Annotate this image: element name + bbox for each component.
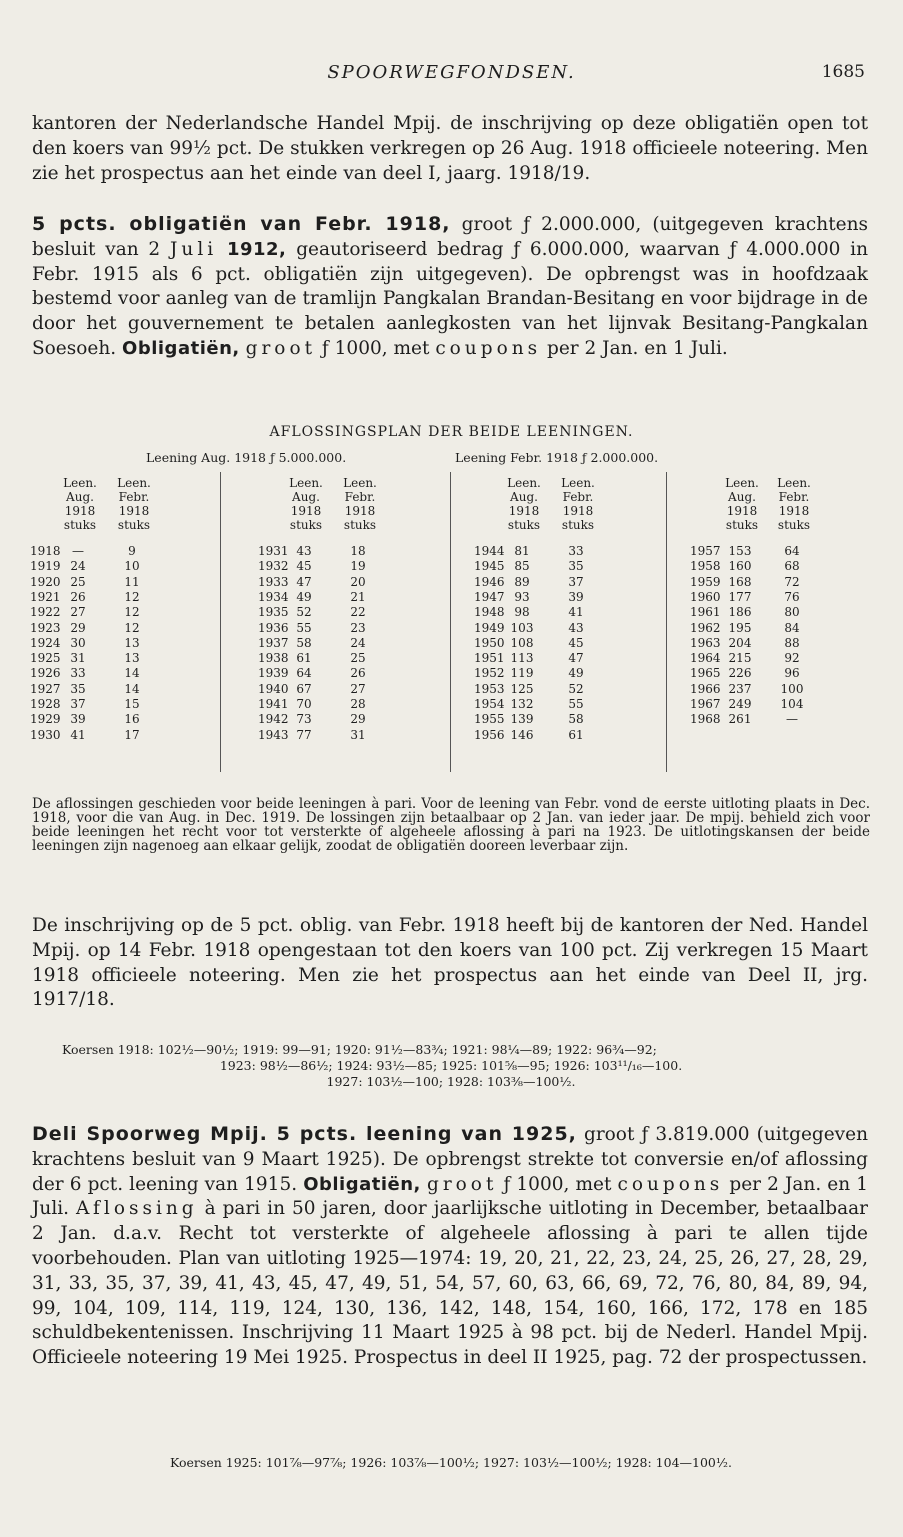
table-cell-year: 1948 — [474, 605, 505, 620]
table-cell-value: 168 — [728, 574, 752, 589]
koersen-1918-1928 — [32, 1042, 870, 1090]
text-span: ƒ 1000, met — [503, 1173, 612, 1195]
table-cell-value: 58 — [296, 635, 312, 650]
column-header-line: Febr. — [562, 490, 594, 504]
table-cell-value: 160 — [728, 559, 752, 574]
table-cell-value: 11 — [124, 574, 140, 589]
table-cell-value: 43 — [296, 544, 312, 558]
table-cell-year: 1925 — [30, 651, 61, 666]
table-cell-value: 20 — [350, 574, 366, 589]
table-cell-year: 1935 — [258, 605, 289, 620]
table-cell-year: 1936 — [258, 620, 289, 635]
table-cell-value: 47 — [296, 574, 312, 589]
running-title: SPOORWEGFONDSEN. — [327, 62, 576, 83]
table-cell-value: 39 — [568, 589, 584, 604]
text-span: geautoriseerd bedrag ƒ 6.000.000, waarvan ƒ 4.000.000 in Febr. 1915 als 6 pct. obligatiën zijn uitgegeven). De opbrengst was in hoofdzaak bestemd voor aanleg van de tramlijn Pangkalan Brandan-Besitang en voor bijdrage in de door het gouvernement te betalen aanlegkosten van het lijnvak Besitang-Pangkalan Soesoeh. — [32, 238, 868, 359]
table-cell-value: 9 — [128, 544, 136, 558]
table-cell-value: 67 — [296, 681, 312, 696]
table-cell-value: 30 — [70, 635, 86, 650]
table-cell-value: 10 — [124, 559, 140, 574]
table-cell-value: 13 — [124, 651, 140, 666]
table-cell-value: 237 — [728, 681, 752, 696]
table-cell-value: 96 — [784, 666, 800, 681]
table-cell-value: 139 — [510, 712, 534, 727]
table-cell-year: 1921 — [30, 589, 61, 604]
table-row — [30, 697, 870, 712]
table-cell-year: 1945 — [474, 559, 505, 574]
table-cell-value: 64 — [296, 666, 312, 681]
table-cell-value: 81 — [514, 544, 530, 558]
table-title: AFLOSSINGSPLAN DER BEIDE LEENINGEN. — [269, 424, 634, 440]
table-cell-value: 14 — [124, 666, 140, 681]
table-row — [30, 728, 870, 743]
table-cell-value: 12 — [124, 589, 140, 604]
table-cell-year: 1943 — [258, 727, 289, 742]
table-cell-year: 1960 — [690, 589, 721, 604]
table-cell-value: 195 — [728, 620, 752, 635]
table-cell-value: 55 — [568, 697, 584, 711]
table-cell-year: 1941 — [258, 697, 289, 711]
column-header-line: Aug. — [728, 490, 756, 504]
table-cell-value: 28 — [350, 697, 366, 711]
table-cell-value: 125 — [510, 681, 534, 696]
table-cell-value: 33 — [568, 544, 584, 558]
table-cell-year: 1957 — [690, 544, 721, 558]
table-cell-value: — — [72, 544, 84, 558]
table-cell-value: 61 — [568, 727, 584, 742]
spaced-text: groot — [245, 337, 317, 359]
table-cell-value: 261 — [728, 712, 752, 727]
table-cell-value: 92 — [784, 651, 800, 666]
table-cell-value: 45 — [568, 635, 584, 650]
table-cell-value: 88 — [784, 635, 800, 650]
table-cell-value: 37 — [568, 574, 584, 589]
table-cell-value: 47 — [568, 651, 584, 666]
text-span: per 2 Jan. en 1 Juli. — [32, 1173, 868, 1220]
table-cell-value: 22 — [350, 605, 366, 620]
table-cell-year: 1968 — [690, 712, 721, 727]
column-header-line: Leen. — [725, 476, 759, 490]
text-span: ƒ 1000, met — [321, 337, 430, 359]
table-cell-year: 1951 — [474, 651, 505, 666]
table-cell-value: 49 — [296, 589, 312, 604]
column-header-line: Febr. — [344, 490, 376, 504]
spaced-text: groot — [426, 1173, 498, 1195]
table-cell-value: 215 — [728, 651, 752, 666]
table-row — [30, 544, 870, 559]
column-header — [338, 476, 382, 532]
table-row — [30, 559, 870, 574]
bold-year: 1912, — [226, 238, 287, 260]
table-cell-value: 26 — [350, 666, 366, 681]
column-header-line: stuks — [507, 518, 541, 532]
table-cell-year: 1918 — [30, 544, 61, 558]
column-header-line: Febr. — [778, 490, 810, 504]
column-header-line: stuks — [777, 518, 811, 532]
table-row — [30, 590, 870, 605]
column-header-line: stuks — [343, 518, 377, 532]
paragraph-intro: kantoren der Nederlandsche Handel Mpij. de inschrijving op deze obligatiën open tot den koers van 99½ pct. De stukken verkregen op 26 Aug. 1918 officieele noteering. Men zie het prospectus aan het einde van deel I, jaarg. 1918/19. — [32, 113, 868, 184]
table-cell-year: 1953 — [474, 681, 505, 696]
table-cell-value: 49 — [568, 666, 584, 681]
column-header-line: stuks — [289, 518, 323, 532]
column-header-line: Aug. — [292, 490, 320, 504]
table-row — [30, 666, 870, 681]
table-cell-year: 1938 — [258, 651, 289, 666]
column-header-line: 1918 — [726, 504, 758, 518]
spaced-text: coupons — [617, 1173, 724, 1195]
table-cell-value: 16 — [124, 712, 140, 727]
column-header-line: 1918 — [290, 504, 322, 518]
table-cell-value: 18 — [350, 544, 366, 558]
table-cell-year: 1954 — [474, 697, 505, 711]
column-header-line: Leen. — [561, 476, 595, 490]
table-cell-value: 12 — [124, 620, 140, 635]
column-header-line: stuks — [561, 518, 595, 532]
column-header-line: Leen. — [117, 476, 151, 490]
table-cell-value: 55 — [296, 620, 312, 635]
table-cell-value: 226 — [728, 666, 752, 681]
table-cell-year: 1942 — [258, 712, 289, 727]
table-cell-value: 146 — [510, 727, 534, 742]
table-cell-year: 1949 — [474, 620, 505, 635]
table-cell-value: 73 — [296, 712, 312, 727]
table-cell-value: 43 — [568, 620, 584, 635]
table-row — [30, 621, 870, 636]
column-header-line: Leen. — [289, 476, 323, 490]
table-cell-year: 1934 — [258, 589, 289, 604]
paragraph-5pct-feb-1918 — [32, 212, 868, 362]
table-cell-year: 1924 — [30, 635, 61, 650]
koersen-line: 1927: 103½—100; 1928: 103⅜—100½. — [326, 1074, 576, 1089]
table-cell-year: 1922 — [30, 605, 61, 620]
table-cell-value: 27 — [70, 605, 86, 620]
text-span: per 2 Jan. en 1 Juli. — [547, 337, 728, 359]
table-cell-year: 1964 — [690, 651, 721, 666]
table-cell-value: — — [786, 712, 798, 727]
table-cell-value: 76 — [784, 589, 800, 604]
text-span: à pari in 50 jaren, door jaarlijksche uitloting in December, betaalbaar 2 Jan. d.a.v. Recht tot versterkte of algeheele aflossing à pari te allen tijde voorbehouden. Plan van uitloting 1925—1974: 19, 20, 21, 22, 23, 24, 25, 26, 27, 28, 29, 31, 33, 35, 37, 39, 41, 43, 45, 47, 49, 51, 54, 57, 60, 63, 66, 69, 72, 76, 80, 84, 89, 94, 99, 104, 109, 114, 119, 124, 130, 136, 142, 148, 154, 160, 166, 172, 178 en 185 schuldbekentenissen. Inschrijving 11 Maart 1925 à 98 pct. bij de Nederl. Handel Mpij. Officieele noteering 19 Mei 1925. Prospectus in deel II 1925, pag. 72 der prospectussen. — [32, 1198, 868, 1369]
table-cell-value: 98 — [514, 605, 530, 620]
paragraph-inschrijving: De inschrijving op de 5 pct. oblig. van Febr. 1918 heeft bij de kantoren der Ned. Handel Mpij. op 14 Febr. 1918 opengestaan tot den koers van 100 pct. Zij verkregen 15 Maart 1918 officieele noteering. Men zie het prospectus aan het einde van Deel II, jrg. 1917/18. — [32, 915, 868, 1011]
bold-obligatien: Obligatiën, — [122, 337, 240, 359]
table-cell-value: 77 — [296, 727, 312, 742]
column-header-line: Aug. — [66, 490, 94, 504]
table-cell-value: 61 — [296, 651, 312, 666]
spaced-text: Juli — [169, 238, 218, 260]
column-header — [502, 476, 546, 532]
koersen-line: Koersen 1918: 102½—90½; 1919: 99—91; 1920: 91½—83¾; 1921: 98¼—89; 1922: 96¾—92; — [62, 1042, 657, 1057]
column-header — [772, 476, 816, 532]
section-heading: 5 pcts. obligatiën van Febr. 1918, — [32, 213, 451, 235]
column-header-line: 1918 — [118, 504, 150, 518]
table-cell-value: 204 — [728, 635, 752, 650]
column-header-line: Febr. — [118, 490, 150, 504]
column-header-line: 1918 — [344, 504, 376, 518]
table-cell-year: 1931 — [258, 544, 289, 558]
column-header-line: Leen. — [777, 476, 811, 490]
table-cell-value: 35 — [70, 681, 86, 696]
table-cell-value: 113 — [510, 651, 534, 666]
column-header-line: 1918 — [562, 504, 594, 518]
table-cell-value: 24 — [70, 559, 86, 574]
table-cell-value: 103 — [510, 620, 534, 635]
column-header-line: 1918 — [64, 504, 96, 518]
table-row — [30, 682, 870, 697]
table-cell-value: 37 — [70, 697, 86, 711]
table-cell-value: 93 — [514, 589, 530, 604]
section-heading: Deli Spoorweg Mpij. 5 pcts. leening van 1925, — [32, 1123, 577, 1145]
table-cell-value: 85 — [514, 559, 530, 574]
table-cell-value: 13 — [124, 635, 140, 650]
table-cell-value: 41 — [568, 605, 584, 620]
table-row — [30, 575, 870, 590]
koersen-1925-1928: Koersen 1925: 101⅞—97⅞; 1926: 103⅞—100½; 1927: 103½—100½; 1928: 104—100½. — [170, 1455, 732, 1470]
column-header — [112, 476, 156, 532]
table-cell-value: 249 — [728, 697, 752, 711]
table-cell-year: 1944 — [474, 544, 505, 558]
page-number: 1685 — [821, 62, 865, 82]
table-cell-value: 132 — [510, 697, 534, 711]
table-cell-value: 31 — [350, 727, 366, 742]
table-cell-year: 1940 — [258, 681, 289, 696]
table-cell-year: 1967 — [690, 697, 721, 711]
table-cell-year: 1927 — [30, 681, 61, 696]
table-cell-year: 1961 — [690, 605, 721, 620]
table-cell-year: 1950 — [474, 635, 505, 650]
paragraph-deli-spoorweg — [32, 1122, 868, 1371]
amortization-table — [30, 472, 870, 772]
table-row — [30, 651, 870, 666]
table-cell-year: 1919 — [30, 559, 61, 574]
table-row — [30, 636, 870, 651]
table-cell-year: 1965 — [690, 666, 721, 681]
table-cell-value: 14 — [124, 681, 140, 696]
table-cell-value: 52 — [296, 605, 312, 620]
table-cell-year: 1933 — [258, 574, 289, 589]
column-header-line: 1918 — [778, 504, 810, 518]
table-cell-year: 1928 — [30, 697, 61, 711]
spaced-text: coupons — [435, 337, 542, 359]
table-cell-value: 31 — [70, 651, 86, 666]
column-header-line: 1918 — [508, 504, 540, 518]
table-cell-value: 33 — [70, 666, 86, 681]
table-cell-value: 89 — [514, 574, 530, 589]
table-cell-value: 41 — [70, 727, 86, 742]
table-cell-value: 80 — [784, 605, 800, 620]
column-header — [556, 476, 600, 532]
table-cell-value: 39 — [70, 712, 86, 727]
table-cell-year: 1923 — [30, 620, 61, 635]
table-cell-value: 23 — [350, 620, 366, 635]
table-cell-year: 1939 — [258, 666, 289, 681]
table-cell-value: 58 — [568, 712, 584, 727]
column-header — [720, 476, 764, 532]
table-cell-value: 25 — [70, 574, 86, 589]
column-header — [58, 476, 102, 532]
table-cell-value: 70 — [296, 697, 312, 711]
table-cell-value: 177 — [728, 589, 752, 604]
table-cell-value: 72 — [784, 574, 800, 589]
table-cell-year: 1930 — [30, 727, 61, 742]
text-span: groot ƒ 2.000.000, (uitgegeven krachtens besluit van 2 — [32, 214, 868, 260]
column-header-line: stuks — [63, 518, 97, 532]
table-cell-value: 19 — [350, 559, 366, 574]
table-subtitle-febr: Leening Febr. 1918 ƒ 2.000.000. — [455, 450, 659, 465]
table-cell-year: 1937 — [258, 635, 289, 650]
table-subtitle-aug: Leening Aug. 1918 ƒ 5.000.000. — [146, 450, 347, 465]
table-row — [30, 605, 870, 620]
table-note: De aflossingen geschieden voor beide leeningen à pari. Voor de leening van Febr. vond de eerste uitloting plaats in Dec. 1918, voor die van Aug. in Dec. 1919. De lossingen zijn betaalbaar op 2 Jan. van ieder jaar. De mpij. behield zich voor beide leeningen het recht voor tot versterkte of algeheele aflossing à pari na 1923. De uitlotingskansen der beide leeningen zijn nagenoeg aan elkaar gelijk, zoodat de obligatiën dooreen leverbaar zijn. — [32, 796, 870, 854]
table-cell-value: 64 — [784, 544, 800, 558]
table-cell-value: 45 — [296, 559, 312, 574]
column-header-line: Leen. — [343, 476, 377, 490]
table-cell-year: 1956 — [474, 727, 505, 742]
table-cell-year: 1955 — [474, 712, 505, 727]
table-cell-value: 35 — [568, 559, 584, 574]
koersen-line: 1923: 98½—86½; 1924: 93½—85; 1925: 101⅝—95; 1926: 103¹¹/₁₆—100. — [219, 1058, 683, 1073]
table-cell-value: 27 — [350, 681, 366, 696]
table-cell-year: 1932 — [258, 559, 289, 574]
table-cell-value: 17 — [124, 727, 140, 742]
table-cell-value: 153 — [728, 544, 752, 558]
table-cell-value: 21 — [350, 589, 366, 604]
page-header — [0, 62, 903, 88]
table-cell-value: 52 — [568, 681, 584, 696]
bold-obligatien: Obligatiën, — [303, 1173, 421, 1195]
table-cell-value: 186 — [728, 605, 752, 620]
column-header — [284, 476, 328, 532]
table-cell-value: 84 — [784, 620, 800, 635]
table-cell-year: 1966 — [690, 681, 721, 696]
table-cell-value: 15 — [124, 697, 140, 711]
table-cell-value: 104 — [780, 697, 804, 711]
table-cell-value: 108 — [510, 635, 534, 650]
table-cell-year: 1920 — [30, 574, 61, 589]
table-cell-value: 119 — [510, 666, 534, 681]
table-cell-year: 1958 — [690, 559, 721, 574]
table-cell-year: 1929 — [30, 712, 61, 727]
column-header-line: stuks — [117, 518, 151, 532]
table-cell-year: 1963 — [690, 635, 721, 650]
table-cell-year: 1947 — [474, 589, 505, 604]
table-cell-value: 26 — [70, 589, 86, 604]
spaced-text: Aflossing — [76, 1198, 198, 1220]
table-cell-year: 1959 — [690, 574, 721, 589]
table-row — [30, 712, 870, 727]
table-cell-value: 29 — [350, 712, 366, 727]
table-cell-year: 1952 — [474, 666, 505, 681]
table-cell-year: 1962 — [690, 620, 721, 635]
table-cell-value: 25 — [350, 651, 366, 666]
table-cell-value: 68 — [784, 559, 800, 574]
table-cell-value: 24 — [350, 635, 366, 650]
table-cell-year: 1926 — [30, 666, 61, 681]
column-header-line: Leen. — [507, 476, 541, 490]
table-cell-value: 100 — [780, 681, 804, 696]
table-cell-value: 12 — [124, 605, 140, 620]
column-header-line: Aug. — [510, 490, 538, 504]
column-header-line: stuks — [725, 518, 759, 532]
table-cell-year: 1946 — [474, 574, 505, 589]
table-cell-value: 29 — [70, 620, 86, 635]
text-span: groot ƒ 3.819.000 (uitgegeven krachtens besluit van 9 Maart 1925). De opbrengst strekte tot conversie en/of aflossing der 6 pct. leening van 1915. — [32, 1124, 868, 1195]
column-header-line: Leen. — [63, 476, 97, 490]
